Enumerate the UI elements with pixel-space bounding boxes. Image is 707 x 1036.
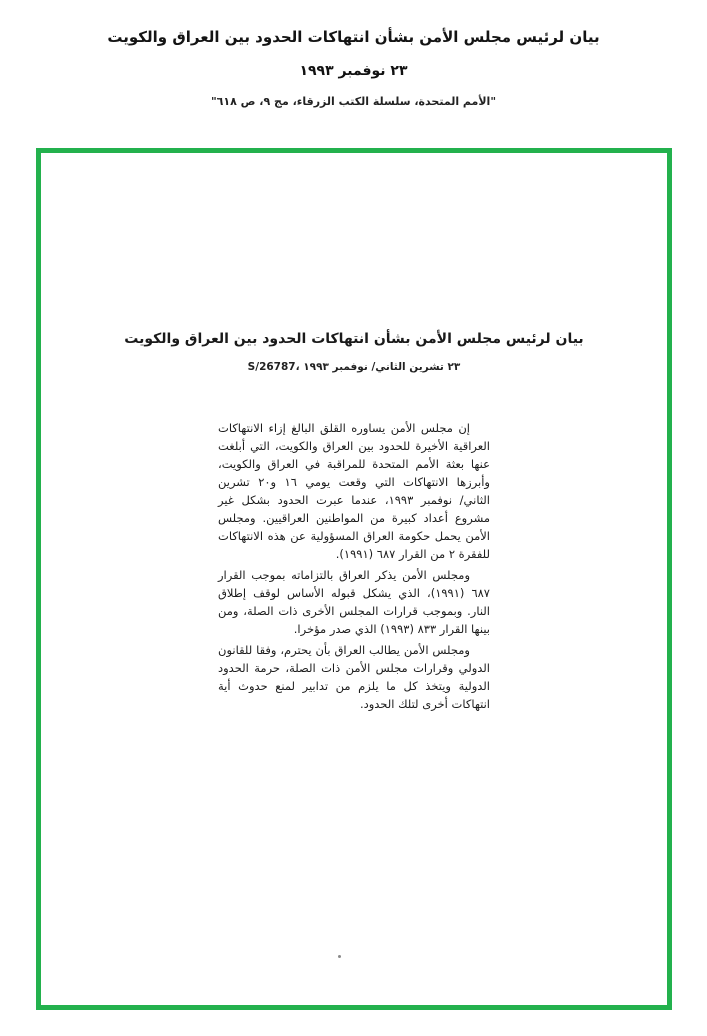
scan-artifact-dot	[338, 955, 341, 958]
statement-reference	[41, 361, 667, 373]
statement-title: بيان لرئيس مجلس الأمن بشأن انتهاكات الحدود بين العراق والكويت	[124, 331, 584, 347]
statement-paragraph-2: ومجلس الأمن يذكر العراق بالتزاماته بموجب القرار ٦٨٧ (١٩٩١)، الذي يشكل قبوله الأساس لوقف إطلاق النار. وبموجب قرارات المجلس الأخرى ذات الصلة، ومن بينها القرار ٨٣٣ (١٩٩٣) الذي صدر مؤخرا.	[218, 568, 490, 636]
statement-paragraph-1: إن مجلس الأمن يساوره القلق البالغ إزاء الانتهاكات العراقية الأخيرة للحدود بين العراق والكويت، التي أبلغت عنها بعثة الأمم المتحدة للمراقبة في العراق والكويت، وأبرزها الانتهاكات التي وقعت يومي ١٦ و٢٠ تشرين الثاني/ نوفمبر ١٩٩٣، عندما عبرت الحدود بشكل غير مشروع أعداد كبيرة من المواطنين العراقيين. ومجلس الأمن يحمل حكومة العراق المسؤولية عن هذه الانتهاكات للفقرة ٢ من القرار ٦٨٧ (١٩٩١).	[218, 421, 490, 561]
statement-reference-text: S/26787، ٢٣ تشرين الثاني/ نوفمبر ١٩٩٣	[247, 361, 461, 373]
statement-paragraph-3: ومجلس الأمن يطالب العراق بأن يحترم، وفقا للقانون الدولي وقرارات مجلس الأمن ذات الصلة، حرمة الحدود الدولية ويتخذ كل ما يلزم من تدابير لمنع حدوث أية انتهاكات أخرى لتلك الحدود.	[218, 643, 490, 711]
scanned-page-frame	[36, 148, 672, 1010]
header-source-citation: "الأمم المتحدة، سلسلة الكتب الزرقاء، مج ٩، ص ٦١٨"	[210, 95, 497, 108]
header-title: بيان لرئيس مجلس الأمن بشأن انتهاكات الحدود بين العراق والكويت	[107, 28, 600, 46]
document-header	[0, 28, 707, 108]
header-date: ٢٣ نوفمبر ١٩٩٣	[299, 63, 408, 79]
statement-body	[218, 419, 490, 713]
